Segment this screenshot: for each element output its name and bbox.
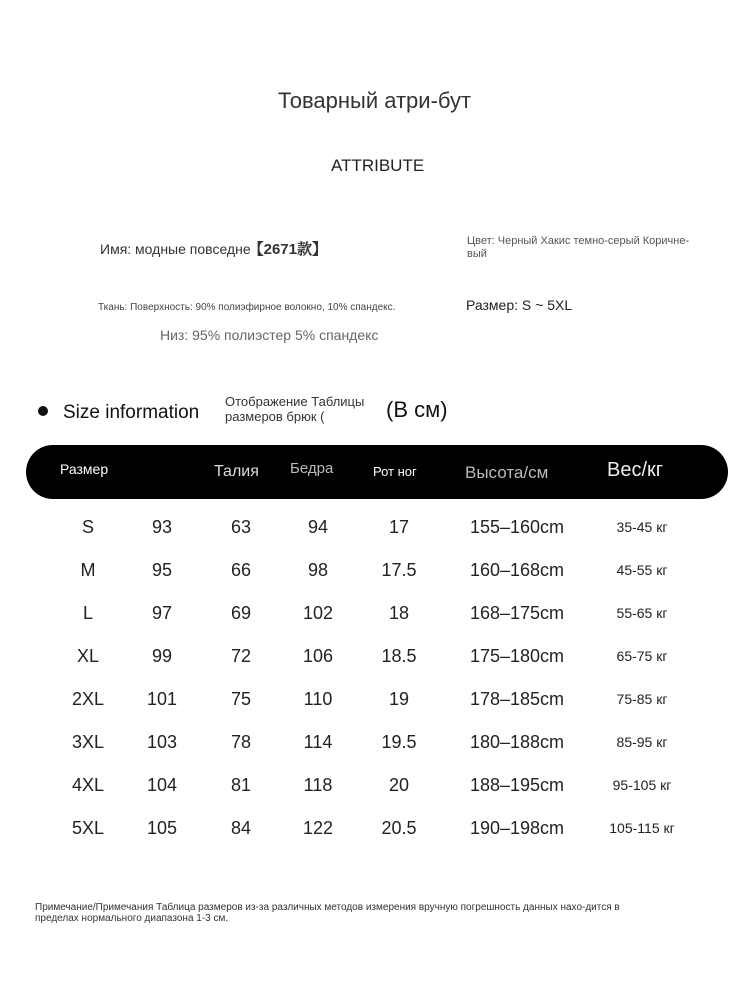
cell-waist: 63: [230, 517, 252, 537]
cell-waist: 81: [230, 775, 252, 795]
cell-height: 175–180cm: [469, 646, 565, 666]
cell-waist: 66: [230, 560, 252, 580]
size-information-heading: Size information: [63, 402, 200, 423]
cell-length: 105: [146, 818, 178, 838]
cell-height: 188–195cm: [469, 775, 565, 795]
cell-length: 101: [146, 689, 178, 709]
cell-weight: 55-65 кг: [616, 605, 668, 621]
measurement-note: Примечание/Примечания Таблица размеров из-за различных методов измерения вручную погрешность данных нахо-дится в пределах нормального диапазона 1-3 см.: [35, 902, 620, 924]
header-weight: Вес/кг: [607, 459, 664, 481]
cell-leg: 17: [388, 517, 410, 537]
cell-leg: 19.5: [381, 732, 417, 752]
cell-height: 160–168cm: [469, 560, 565, 580]
cell-length: 93: [151, 517, 173, 537]
product-code: 【2671款】: [248, 241, 327, 258]
attribute-title-ru: Товарный атри-бут: [278, 88, 472, 113]
cell-height: 180–188cm: [469, 732, 565, 752]
product-name: [100, 238, 327, 259]
table-row: [0, 560, 750, 603]
header-waist: Талия: [214, 463, 259, 480]
cell-waist: 69: [230, 603, 252, 623]
product-color: Цвет: Черный Хакис темно-серый Коричне-вый: [467, 235, 690, 260]
cell-length: 97: [151, 603, 173, 623]
cell-hip: 110: [303, 689, 333, 709]
cell-weight: 105-115 кг: [609, 820, 675, 836]
cell-length: 104: [146, 775, 178, 795]
size-table-unit: (В см): [386, 397, 448, 422]
cell-length: 103: [146, 732, 178, 752]
cell-size: XL: [76, 646, 100, 666]
table-row: [0, 689, 750, 732]
cell-weight: 75-85 кг: [616, 691, 668, 707]
cell-leg: 17.5: [381, 560, 417, 580]
cell-hip: 114: [303, 732, 333, 752]
cell-weight: 65-75 кг: [616, 648, 668, 664]
cell-leg: 18.5: [381, 646, 417, 666]
product-size-range: Размер: S ~ 5XL: [466, 297, 573, 313]
table-row: [0, 818, 750, 861]
table-row: [0, 646, 750, 689]
cell-leg: 18: [388, 603, 410, 623]
cell-weight: 35-45 кг: [616, 519, 668, 535]
cell-height: 155–160cm: [469, 517, 565, 537]
header-hip: Бедра: [290, 460, 334, 477]
cell-weight: 85-95 кг: [616, 734, 668, 750]
cell-hip: 98: [307, 560, 329, 580]
cell-hip: 102: [302, 603, 334, 623]
cell-waist: 75: [230, 689, 252, 709]
bullet-dot-icon: [38, 406, 48, 416]
header-size: Размер: [60, 461, 109, 477]
cell-length: 99: [151, 646, 173, 666]
cell-size: M: [80, 560, 96, 580]
cell-height: 168–175cm: [469, 603, 565, 623]
cell-size: 5XL: [71, 818, 105, 838]
cell-hip: 106: [302, 646, 334, 666]
cell-hip: 94: [307, 517, 329, 537]
cell-hip: 122: [302, 818, 334, 838]
table-row: [0, 603, 750, 646]
product-name-label: Имя: модные повседне: [100, 241, 251, 257]
cell-size: 3XL: [71, 732, 105, 752]
cell-weight: 95-105 кг: [612, 777, 672, 793]
product-bottom-fabric: Низ: 95% полиэстер 5% спандекс: [160, 327, 379, 343]
cell-leg: 19: [388, 689, 410, 709]
cell-weight: 45-55 кг: [616, 562, 668, 578]
attribute-title-en: ATTRIBUTE: [331, 156, 425, 175]
cell-hip: 118: [303, 775, 333, 795]
cell-size: 2XL: [71, 689, 105, 709]
cell-height: 190–198cm: [469, 818, 565, 838]
cell-height: 178–185cm: [469, 689, 565, 709]
cell-waist: 84: [230, 818, 252, 838]
size-table-description: Отображение Таблицы размеров брюк (: [225, 394, 365, 424]
header-height: Высота/cм: [465, 463, 549, 482]
cell-leg: 20: [388, 775, 410, 795]
header-leg-opening: Рот ног: [373, 464, 417, 479]
cell-size: 4XL: [71, 775, 105, 795]
cell-leg: 20.5: [381, 818, 417, 838]
table-row: [0, 517, 750, 560]
cell-size: S: [81, 517, 94, 537]
table-row: [0, 732, 750, 775]
cell-length: 95: [151, 560, 173, 580]
table-row: [0, 775, 750, 818]
cell-size: L: [82, 603, 93, 623]
product-fabric: Ткань: Поверхность: 90% полиэфирное волокно, 10% спандекс.: [98, 302, 396, 313]
cell-waist: 78: [230, 732, 252, 752]
size-table-header: [26, 445, 728, 499]
cell-waist: 72: [230, 646, 252, 666]
